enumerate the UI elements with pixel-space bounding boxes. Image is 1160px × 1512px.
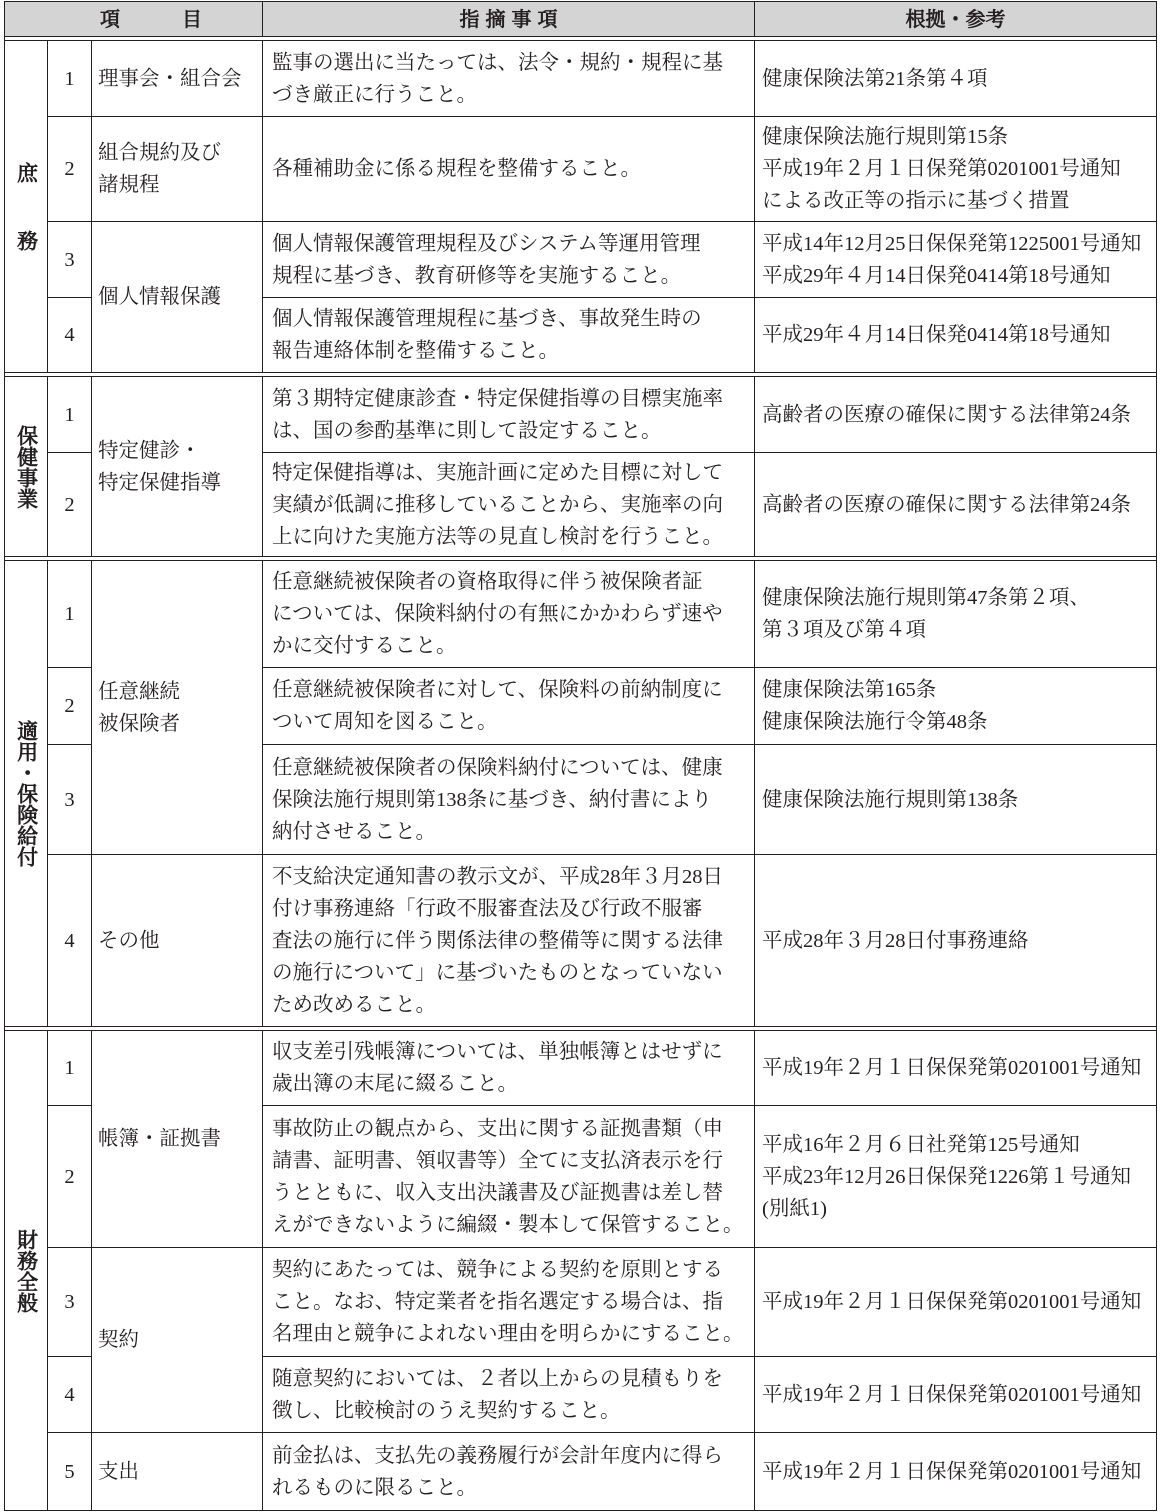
finding-text: 契約にあたっては、競争による契約を原則とする こと。なお、特定業者を指名選定する場合は、指 名理由と競争によれない理由を明らかにすること。 xyxy=(263,1248,755,1357)
basis-text: 健康保険法第21条第４項 xyxy=(755,41,1156,117)
finding-text: 監事の選出に当たっては、法令・規約・規程に基 づき厳正に行うこと。 xyxy=(263,41,755,117)
basis-text: 平成19年２月１日保保発第0201001号通知 xyxy=(755,1357,1156,1433)
row-number: 4 xyxy=(48,855,92,1027)
category-cell-general-affairs xyxy=(5,41,48,373)
finding-text: 事故防止の観点から、支出に関する証拠書類（申 請書、証明書、領収書等）全てに支払済表示を行 うとともに、収入支出決議書及び証拠書は差し替 えができないように編綴・製本して保管すること。 xyxy=(263,1106,755,1248)
category-cell-finance xyxy=(5,1031,48,1510)
header-basis-cell xyxy=(755,2,1156,37)
basis-text: 平成14年12月25日保保発第1225001号通知 平成29年４月14日保発0414第18号通知 xyxy=(755,222,1156,298)
row-number: 1 xyxy=(48,377,92,453)
basis-text: 平成19年２月１日保保発第0201001号通知 xyxy=(762,1460,1142,1483)
basis-text: 平成16年２月６日社発第125号通知 平成23年12月26日保保発1226第１号通知 (別紙1) xyxy=(755,1106,1156,1248)
row-number: 1 xyxy=(48,1031,92,1106)
basis-text: 健康保険法第165条 健康保険法施行令第48条 xyxy=(755,668,1156,745)
row-number: 2 xyxy=(48,668,92,745)
basis-text: 高齢者の医療の確保に関する法律第24条 xyxy=(755,377,1156,453)
item-label: 理事会・組合会 xyxy=(92,41,263,117)
basis-text: 平成19年２月１日保保発第0201001号通知 xyxy=(755,1031,1156,1106)
finding-text: 各種補助金に係る規程を整備すること。 xyxy=(263,117,755,222)
category-label: 財務全般 xyxy=(14,1228,39,1313)
row-number: 1 xyxy=(48,41,92,117)
finding-text: 収支差引残帳簿については、単独帳簿とはせずに 歳出簿の末尾に綴ること。 xyxy=(263,1031,755,1106)
basis-text: 健康保険法施行規則第138条 xyxy=(755,745,1156,855)
category-label: 保健事業 xyxy=(14,424,39,509)
item-label: 組合規約及び 諸規程 xyxy=(92,117,263,222)
row-number: 3 xyxy=(48,222,92,298)
basis-text: 平成28年３月28日付事務連絡 xyxy=(755,855,1156,1027)
finding-text: 第３期特定健康診査・特定保健指導の目標実施率 は、国の参酌基準に則して設定すること。 xyxy=(263,377,755,453)
finding-text: 任意継続被保険者の資格取得に伴う被保険者証 については、保険料納付の有無にかかわらず速や かに交付すること。 xyxy=(263,561,755,668)
item-label: 契約 xyxy=(92,1248,263,1433)
finding-text: 特定保健指導は、実施計画に定めた目標に対して 実績が低調に推移していることから、実施率の向 上に向けた実施方法等の見直し検討を行うこと。 xyxy=(263,453,755,557)
item-label: 帳簿・証拠書 xyxy=(92,1031,263,1248)
row-number: 2 xyxy=(48,117,92,222)
basis-text: 高齢者の医療の確保に関する法律第24条 xyxy=(755,453,1156,557)
row-number: 2 xyxy=(48,453,92,557)
item-label: 特定健診・ 特定保健指導 xyxy=(92,377,263,557)
row-number: 1 xyxy=(48,561,92,668)
finding-text: 前金払は、支払先の義務履行が会計年度内に得ら れるものに限ること。 xyxy=(263,1433,755,1510)
finding-text: 不支給決定通知書の教示文が、平成28年３月28日 付け事務連絡「行政不服審査法及び行政不服審 査法の施行に伴う関係法律の整備等に関する法律 の施行について」に基づいたものとなっていない ため改めること。 xyxy=(263,855,755,1027)
header-item-label: 項 目 xyxy=(100,7,223,31)
finding-text: 任意継続被保険者に対して、保険料の前納制度に ついて周知を図ること。 xyxy=(263,668,755,745)
item-label: 任意継続 被保険者 xyxy=(92,561,263,855)
header-finding-cell xyxy=(263,2,755,37)
category-cell-coverage-benefits xyxy=(5,561,48,1027)
basis-text: 健康保険法施行規則第47条第２項、 第３項及び第４項 xyxy=(755,561,1156,668)
findings-table xyxy=(4,1,1157,1511)
row-number: 4 xyxy=(48,298,92,373)
item-label: 個人情報保護 xyxy=(92,222,263,373)
row-number: 3 xyxy=(48,1248,92,1357)
category-label: 適用・保険給付 xyxy=(14,720,39,867)
item-label: 支出 xyxy=(92,1433,263,1510)
basis-text: 平成19年２月１日保保発第0201001号通知 xyxy=(755,1248,1156,1357)
row-number: 2 xyxy=(48,1106,92,1248)
category-label: 庶 務 xyxy=(14,161,39,264)
row-number: 4 xyxy=(48,1357,92,1433)
row-number: 5 xyxy=(48,1433,92,1510)
category-cell-health-services xyxy=(5,377,48,557)
basis-text: 健康保険法施行規則第15条 平成19年２月１日保発第0201001号通知 による改正等の指示に基づく措置 xyxy=(755,117,1156,222)
header-item-cell xyxy=(5,2,263,37)
header-finding-label: 指摘事項 xyxy=(459,7,564,31)
finding-text: 任意継続被保険者の保険料納付については、健康 保険法施行規則第138条に基づき、納付書により 納付させること。 xyxy=(263,745,755,855)
item-label: その他 xyxy=(92,855,263,1027)
finding-text: 随意契約においては、２者以上からの見積もりを 徴し、比較検討のうえ契約すること。 xyxy=(263,1357,755,1433)
row-number: 3 xyxy=(48,745,92,855)
basis-text: 平成29年４月14日保発0414第18号通知 xyxy=(755,298,1156,373)
finding-text: 個人情報保護管理規程に基づき、事故発生時の 報告連絡体制を整備すること。 xyxy=(263,298,755,373)
finding-text: 個人情報保護管理規程及びシステム等運用管理 規程に基づき、教育研修等を実施すること。 xyxy=(263,222,755,298)
header-basis-label: 根拠・参考 xyxy=(905,7,1006,31)
